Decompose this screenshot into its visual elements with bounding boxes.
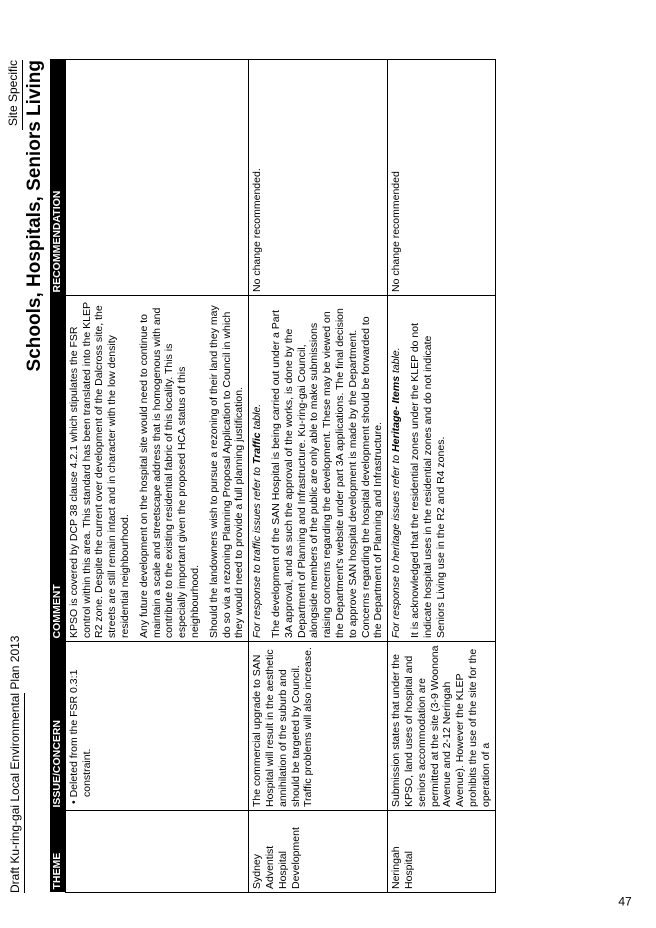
theme-cell: Neringah Hospital [388, 811, 495, 893]
cross-reference: For response to heritage issues refer to Heritage- Items table. [390, 347, 403, 638]
theme-cell: Sydney Adventist Hospital Development [249, 811, 388, 893]
document-title: Draft Ku-ring-gai Local Environmental Plan 2013 [8, 635, 22, 893]
page-number: 47 [618, 894, 632, 909]
recommendation-cell [65, 60, 248, 296]
issue-cell: Submission states that under the KPSO, land uses of hospital and seniors accommodation are permitted at the site (3-9 Woonona Avenue and 2-12 Neringah Avenue). However the KLEP prohibits the use of the site for the operation of a [388, 642, 495, 811]
issue-text: Deleted from the FSR 0.3:1 constraint. [67, 669, 93, 798]
comment-cell [65, 296, 248, 642]
comment-paragraph: It is acknowledged that the residential zones under the KLEP do not indicate hospital uses in the residential zones and do not indicate Seniors Living use in the R2 and R4 zones. [408, 322, 447, 638]
issue-bullet-item: • Deleted from the FSR 0.3:1 constraint. [67, 669, 93, 804]
cross-reference: For response to traffic issues refer to Traffic table. [251, 403, 264, 638]
comment-cell [249, 296, 388, 642]
header-recommendation: RECOMMENDATION [50, 60, 65, 296]
issue-cell: The commercial upgrade to SAN Hospital will result in the aesthetic annihilation of the suburb and should be targeted by Council. Traffic problems will also increase. [249, 642, 388, 811]
issue-cell [65, 642, 248, 811]
recommendation-cell: No change recommended. [249, 60, 388, 296]
site-specific-label: Site Specific [6, 60, 20, 127]
comment-paragraph: Should the landowners wish to pursue a rezoning of their land they may do so via a rezoning Planning Proposal Application to Council in which they would need to provide a full planning justification. [207, 305, 246, 638]
comment-paragraph: The development of the SAN Hospital is being carried out under a Part 3A approval, and as such the approval of the works, is done by the Department of Planning and Infrastructure. Ku-ring-gai Council, alongside members of the public are only able to make submissions raising concerns regarding the development. These may be viewed on the Department's website under part 3A applications. The final decision to approve SAN hospital development is made by the Department. Concerns regarding the hospital development should be forwarded to the Department of Planning and Infrastructure. [269, 308, 385, 638]
table-row [65, 60, 248, 893]
header-issue: ISSUE/CONCERN [50, 642, 65, 811]
table-header-row [50, 60, 65, 893]
comment-paragraph: Any future development on the hospital site would need to continue to maintain a scale and streetscape address that is homogenous with and contribute to the existing residential fabric of this locality. This is especially important given the proposed HCA status of this neighbourhood. [137, 307, 201, 638]
title-underline [24, 693, 25, 893]
site-label-underline [22, 60, 23, 130]
recommendation-cell: No change recommended [388, 60, 495, 296]
header-comment: COMMENT [50, 296, 65, 642]
comment-cell [388, 296, 495, 642]
table-row [388, 60, 495, 893]
submissions-table [50, 59, 496, 893]
header-theme: THEME [50, 811, 65, 893]
theme-cell [65, 811, 248, 893]
section-title: Schools, Hospitals, Seniors Living [24, 60, 45, 372]
table-row [249, 60, 388, 893]
comment-paragraph: KPSO is covered by DCP 38 clause 4.2.1 which stipulates the FSR control within this area. This standard has been translated into the KLEP R2 zone. Despite the current over development of the Dalcross site, the streets are still remain intact and in character with the low density residential neighbourhood. [67, 302, 131, 638]
